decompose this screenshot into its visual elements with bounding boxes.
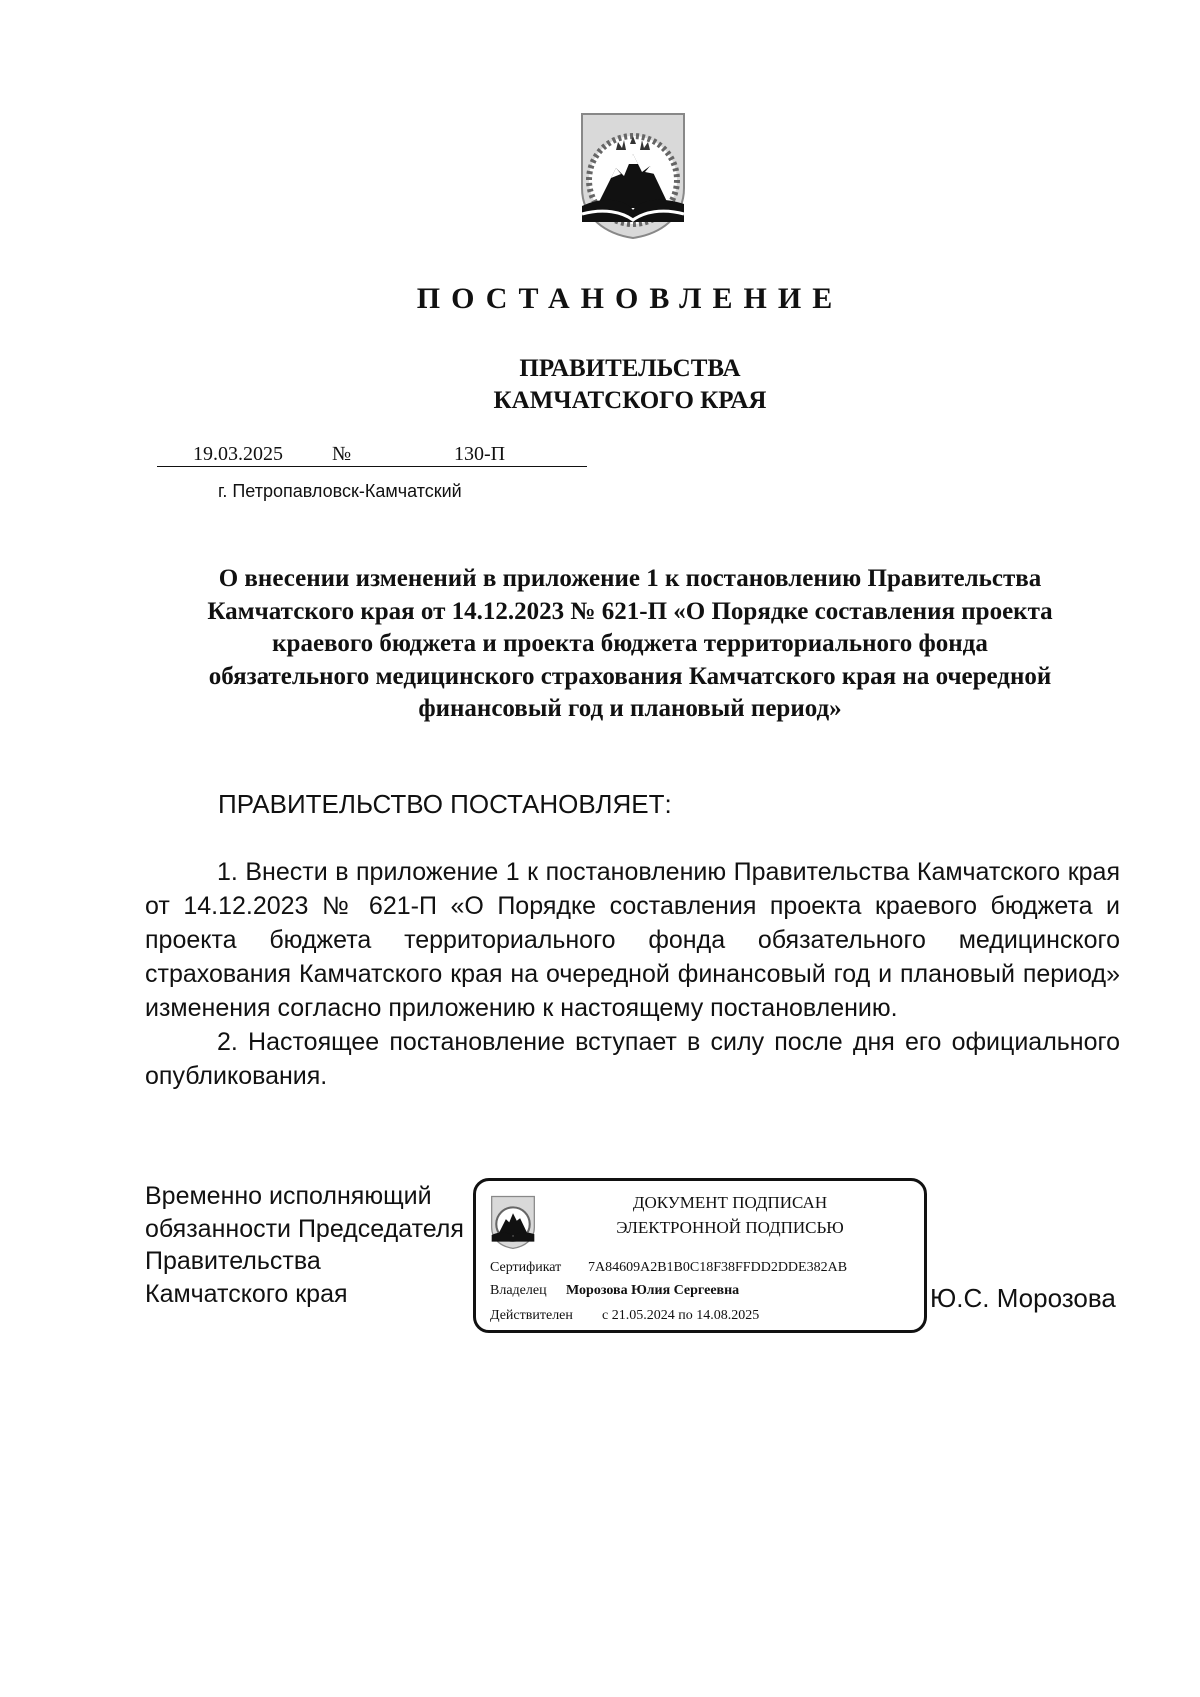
signer-name: Ю.С. Морозова: [930, 1283, 1116, 1313]
stamp-header: ЭЛЕКТРОННОЙ ПОДПИСЬЮ: [616, 1218, 844, 1237]
signer-line: Камчатского края: [145, 1279, 348, 1308]
signer-line: обязанности Председателя: [145, 1214, 464, 1243]
document-number: 130-П: [454, 443, 506, 465]
electronic-signature-stamp: [473, 1178, 927, 1333]
stamp-certificate: [490, 1260, 847, 1276]
document-title: ПОСТАНОВЛЕНИЕ: [416, 282, 844, 315]
document-subject: [150, 563, 1110, 726]
subject-line: краевого бюджета и проекта бюджета территориального фонда: [272, 630, 988, 657]
city: г. Петропавловск-Камчатский: [218, 481, 462, 501]
paragraph: 1. Внести в приложение 1 к постановлению Правительства Камчатского края от 14.12.2023 № 621-П «О Порядке составления проекта краевого бюджета и проекта бюджета территориального фонда обязательного медицинского страхования Камчатского края на очередной финансовый год и плановый период» изменения согласно приложению к настоящему постановлению.: [145, 858, 1120, 1022]
validity-value: с 21.05.2024 по 14.08.2025: [602, 1308, 760, 1323]
kamchatka-coat-of-arms-icon: [490, 1193, 536, 1251]
date-number-line: [157, 443, 587, 469]
issuer-line-1: ПРАВИТЕЛЬСТВА: [519, 355, 741, 382]
paragraph: 2. Настоящее постановление вступает в силу после дня его официального опубликования.: [145, 1028, 1120, 1090]
document-body: [145, 855, 1120, 1093]
issuer-line-2: КАМЧАТСКОГО КРАЯ: [493, 387, 767, 414]
stamp-header: ДОКУМЕНТ ПОДПИСАН: [632, 1193, 828, 1212]
stamp-validity: [490, 1308, 759, 1324]
number-sign: №: [332, 443, 352, 465]
validity-label: Действителен: [490, 1308, 573, 1323]
subject-line: О внесении изменений в приложение 1 к постановлению Правительства: [218, 565, 1042, 592]
decree-statement: ПРАВИТЕЛЬСТВО ПОСТАНОВЛЯЕТ:: [218, 789, 672, 819]
kamchatka-coat-of-arms-icon: [578, 110, 688, 240]
certificate-value: 7A84609A2B1B0C18F38FFDD2DDE382AB: [588, 1260, 848, 1275]
subject-line: Камчатского края от 14.12.2023 № 621-П «О Порядке составления проекта: [207, 597, 1053, 625]
certificate-label: Сертификат: [490, 1260, 562, 1275]
underline: [157, 466, 587, 467]
subject-line: обязательного медицинского страхования Камчатского края на очередной: [208, 662, 1052, 690]
signer-line: Временно исполняющий: [145, 1182, 432, 1210]
signer-line: Правительства: [145, 1247, 321, 1275]
stamp-owner: [490, 1283, 739, 1299]
document-date: 19.03.2025: [193, 443, 283, 465]
subject-line: финансовый год и плановый период»: [418, 695, 842, 722]
owner-label: Владелец: [490, 1283, 547, 1298]
signer-position: [145, 1180, 464, 1310]
owner-value: Морозова Юлия Сергеевна: [566, 1283, 740, 1298]
